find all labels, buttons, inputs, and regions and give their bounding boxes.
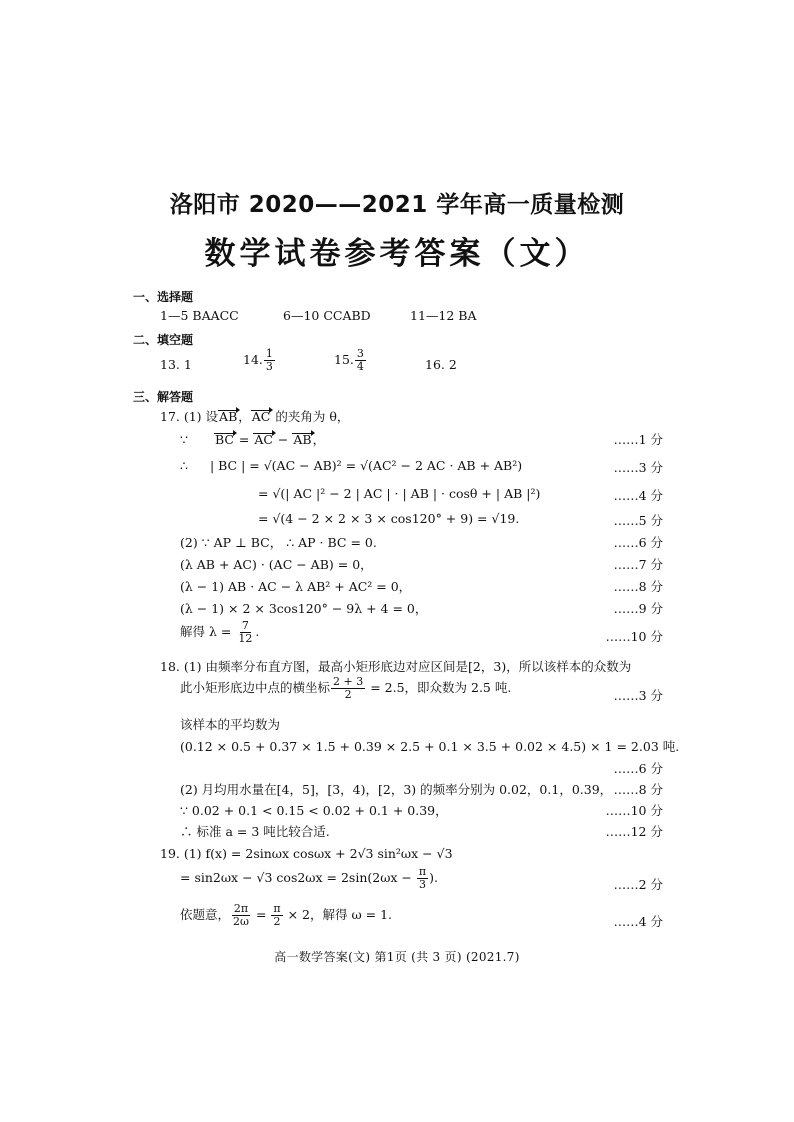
q17-line-8: (λ − 1) AB · AC − λ AB² + AC² = 0， (180, 579, 412, 594)
page-title: 洛阳市 2020——2021 学年高一质量检测 (169, 192, 625, 218)
q17-points-8: ……9 分 (613, 601, 663, 616)
q18-points-2: ……6 分 (613, 761, 663, 776)
q19-points-2: ……4 分 (613, 914, 663, 929)
choice-answers-6-10: 6—10 CCABD (283, 308, 371, 323)
q17-line-10: 解得 λ = $\frac{7}{12}$ . (180, 619, 260, 645)
section-heading-solutions: 三、解答题 (133, 390, 194, 404)
q19-line-1: 19. (1) f(x) = 2sinωx cosωx + 2√3 sin²ωx − √3 (160, 846, 453, 861)
q17-points-5: ……6 分 (613, 535, 663, 550)
q18-points-5: ……12 分 (605, 824, 663, 839)
q17-line-6: (2) ∵ AP ⊥ BC， ∴ AP · BC = 0. (180, 535, 377, 550)
q17-line-3: ∴ | BC | = √(AC − AB)² = √(AC² − 2 AC · AB + AB²) (180, 458, 523, 473)
fill-answer-15: 15. $\frac{3}{4}$ (334, 347, 364, 373)
q17-line-2: ∵ BC = AC − AB， (180, 432, 326, 447)
q18-points-4: ……10 分 (605, 803, 663, 818)
choice-answers-11-12: 11—12 BA (410, 308, 477, 323)
fill-answer-16: 16. 2 (425, 357, 457, 372)
section-heading-fill: 二、填空题 (133, 333, 194, 347)
q19-points-1: ……2 分 (613, 877, 663, 892)
q18-line-7: ∴ 标准 a = 3 吨比较合适. (180, 824, 330, 839)
q19-line-3: 依题意， $\frac{2\pi}{2\omega}$ = $\frac{\pi}{2}$ × 2，解得 ω = 1. (180, 902, 393, 928)
q18-line-1: 18. (1) 由频率分布直方图，最高小矩形底边对应区间是[2，3)，所以该样本的众数为 (160, 659, 632, 674)
q18-line-2: 此小矩形底边中点的横坐标 $\frac{2 + 3}{2}$ = 2.5，即众数为 2.5 吨. (180, 675, 512, 701)
section-heading-choice: 一、选择题 (133, 290, 194, 304)
fill-answer-14: 14. $\frac{1}{3}$ (243, 347, 273, 373)
q18-line-5: (2) 月均用水量在[4，5]，[3，4)，[2，3) 的频率分别为 0.02，0.1，0.39， (180, 782, 613, 797)
q17-line-1: 17. (1) 设AB，AC 的夹角为 θ， (160, 409, 350, 424)
choice-answers-1-5: 1—5 BAACC (160, 308, 239, 323)
q17-points-1: ……1 分 (613, 432, 663, 447)
q17-line-5: = √(4 − 2 × 2 × 3 × cos120° + 9) = √19. (258, 511, 520, 526)
q17-points-7: ……8 分 (613, 579, 663, 594)
q19-line-2: = sin2ωx − √3 cos2ωx = 2sin(2ωx − $\frac{\pi}{3}$ ). (180, 865, 438, 891)
q18-points-1: ……3 分 (613, 688, 663, 703)
q18-line-4: (0.12 × 0.5 + 0.37 × 1.5 + 0.39 × 2.5 + 0.1 × 3.5 + 0.02 × 4.5) × 1 = 2.03 吨. (180, 739, 680, 754)
page-subtitle: 数学试卷参考答案（文） (204, 236, 590, 272)
q17-points-4: ……5 分 (613, 513, 663, 528)
q17-points-9: ……10 分 (605, 629, 663, 644)
fill-answer-13: 13. 1 (160, 357, 192, 372)
q17-line-9: (λ − 1) × 2 × 3cos120° − 9λ + 4 = 0， (180, 601, 428, 616)
q18-line-3: 该样本的平均数为 (180, 717, 281, 732)
q18-points-3: ……8 分 (613, 782, 663, 797)
q17-points-6: ……7 分 (613, 557, 663, 572)
q17-line-4: = √(| AC |² − 2 | AC | · | AB | · cosθ + | AB |²) (258, 486, 541, 501)
q17-points-2: ……3 分 (613, 460, 663, 475)
q17-points-3: ……4 分 (613, 488, 663, 503)
page-footer: 高一数学答案(文) 第1页 (共 3 页) (2021.7) (274, 950, 520, 964)
q17-line-7: (λ AB + AC) · (AC − AB) = 0， (180, 557, 373, 572)
q18-line-6: ∵ 0.02 + 0.1 < 0.15 < 0.02 + 0.1 + 0.39， (180, 803, 448, 818)
